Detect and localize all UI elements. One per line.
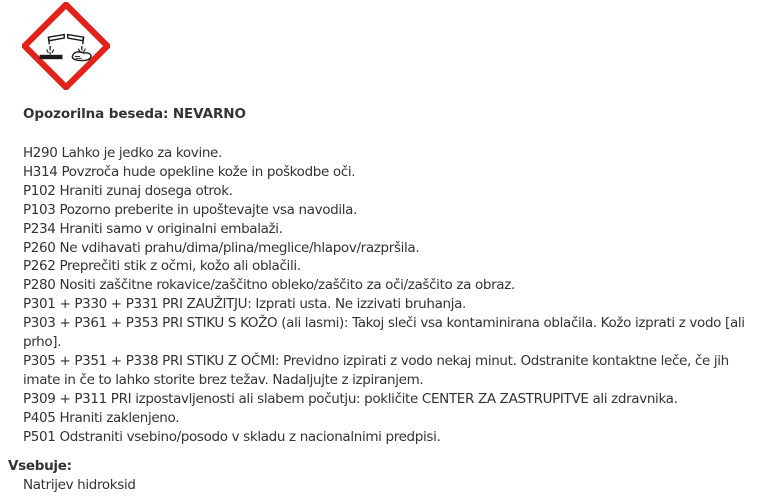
statement-p280: P280 Nositi zaščitne rokavice/zaščitno obleko/zaščito za oči/zaščito za obraz.: [23, 277, 515, 294]
statement-p234: P234 Hraniti samo v originalni embalaži.: [23, 220, 283, 237]
contains-item: Natrijev hidroksid: [23, 477, 136, 493]
statement-p305: P305 + P351 + P338 PRI STIKU Z OČMI: Previdno izpirati z vodo nekaj minut. Odstranite kontaktne leče, če jih imate in če to lahko storite brez težav. Nadaljujte z izpiranjem.: [23, 352, 729, 388]
statement-p501: P501 Odstraniti vsebino/posodo v skladu z nacionalnimi predpisi.: [23, 428, 441, 445]
statement-p405: P405 Hraniti zaklenjeno.: [23, 409, 180, 426]
statement-p301: P301 + P330 + P331 PRI ZAUŽITJU: Izprati usta. Ne izzivati bruhanja.: [23, 296, 466, 313]
statement-h314: H314 Povzroča hude opekline kože in poškodbe oči.: [23, 163, 356, 180]
statement-p303: P303 + P361 + P353 PRI STIKU S KOŽO (ali lasmi): Takoj sleči vsa kontaminirana oblačila. Kožo izprati z vodo [ali prho].: [23, 315, 745, 351]
contains-label: Vsebuje:: [8, 458, 72, 474]
corrosion-hazard-icon: [22, 2, 110, 90]
statement-p102: P102 Hraniti zunaj dosega otrok.: [23, 182, 233, 199]
hazard-precautionary-statements: [23, 144, 768, 447]
statement-h290: H290 Lahko je jedko za kovine.: [23, 145, 222, 161]
statement-p262: P262 Preprečiti stik z očmi, kožo ali oblačili.: [23, 258, 301, 275]
signal-word: Opozorilna beseda: NEVARNO: [23, 106, 246, 122]
statement-p309: P309 + P311 PRI izpostavljenosti ali slabem počutju: pokličite CENTER ZA ZASTRUPITVE ali zdravnika.: [23, 390, 678, 407]
statement-p260: P260 Ne vdihavati prahu/dima/plina/meglice/hlapov/razpršila.: [23, 239, 420, 256]
statement-p103: P103 Pozorno preberite in upoštevajte vsa navodila.: [23, 201, 358, 218]
